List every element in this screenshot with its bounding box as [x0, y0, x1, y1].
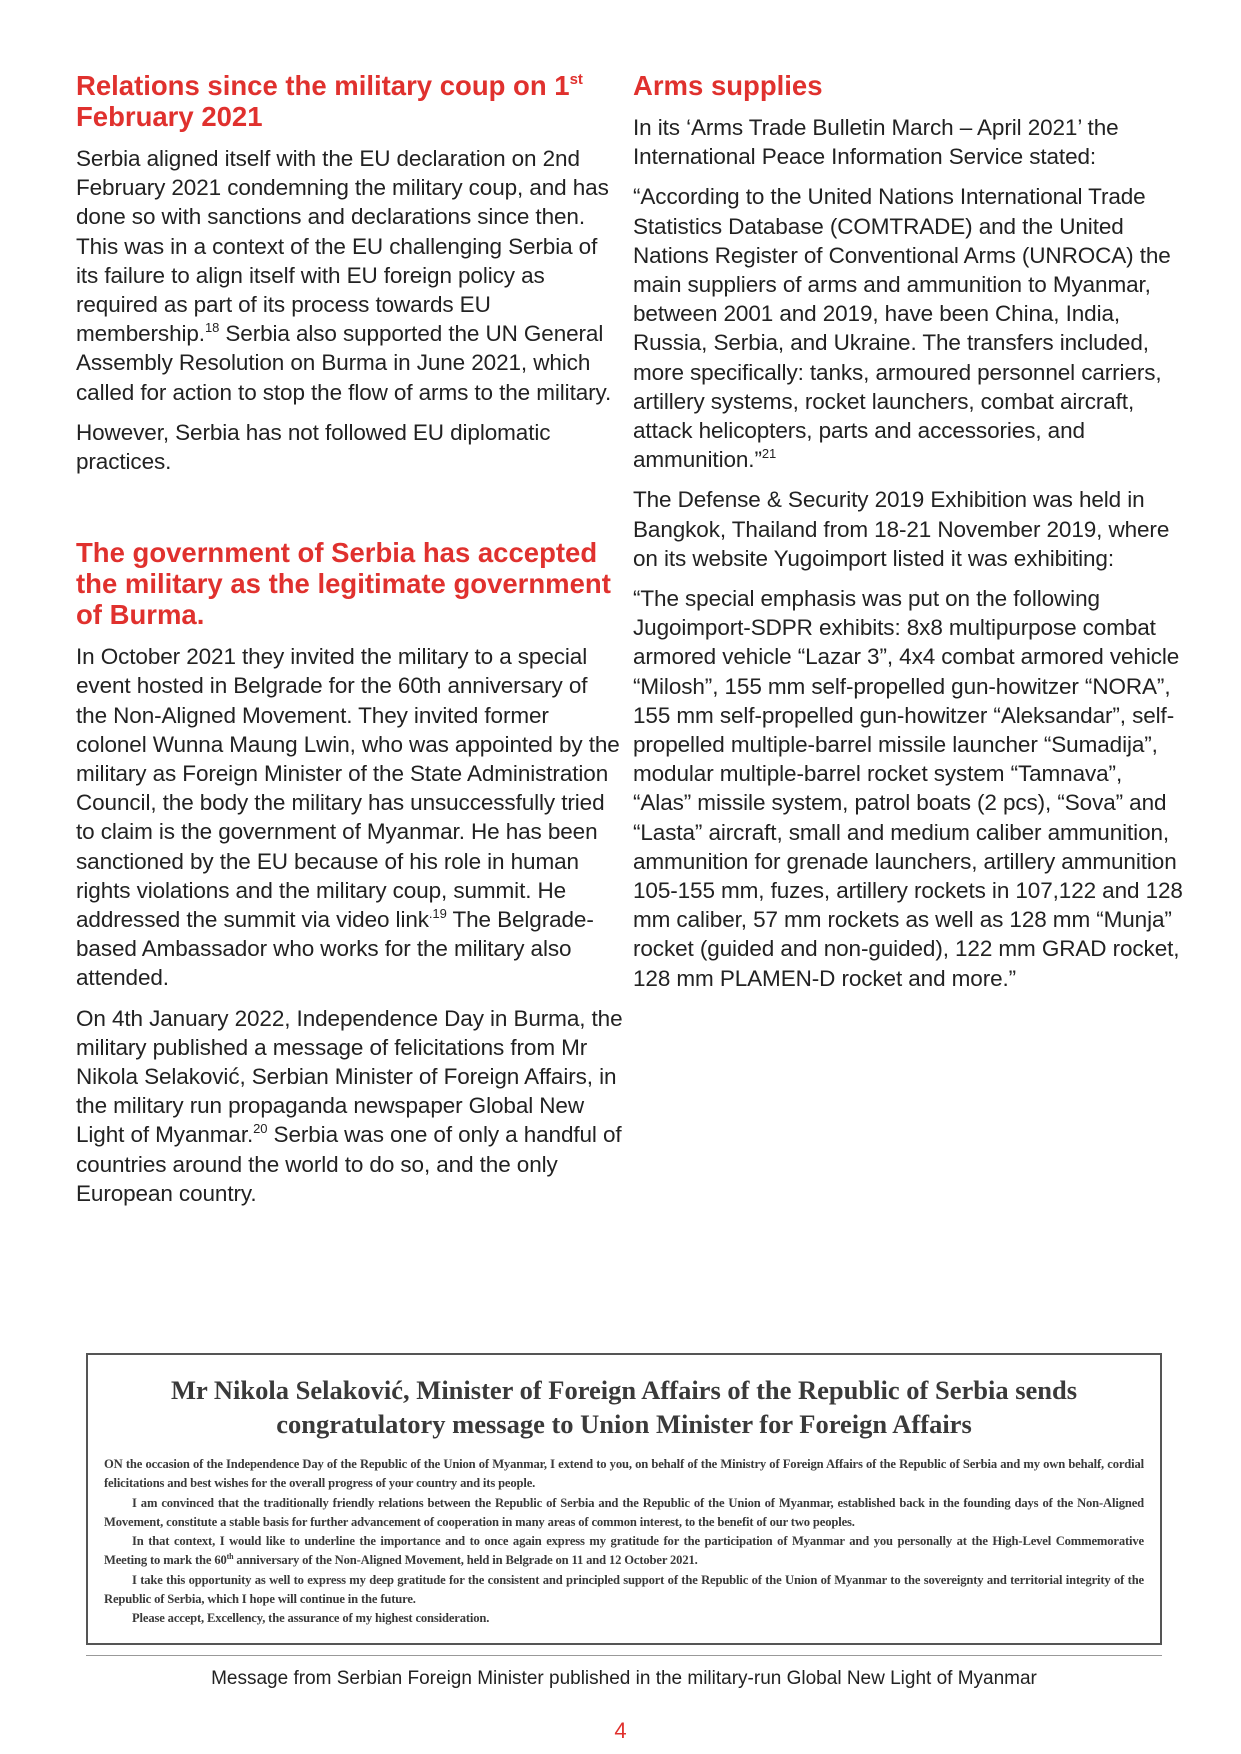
footnote-ref: .19 — [428, 906, 447, 922]
paragraph-independence-day: On 4th January 2022, Independence Day in Burma, the military published a message of felicitations from Mr Nikola Selaković, Serbian Minister of Foreign Affairs, in the military run propaganda newspaper Global New Light of Myanmar.$^{20}$ Serbia was one of only a handful of countries around the world to do so, and the only European country. — [76, 1005, 623, 1206]
newspaper-clipping — [86, 1353, 1162, 1645]
paragraph-exhibition: The Defense & Security 2019 Exhibition was held in Bangkok, Thailand from 18-21 November 2019, where on its website Yugoimport listed it was exhibiting: — [633, 487, 1170, 571]
paragraph-eu-alignment: Serbia aligned itself with the EU declaration on 2nd February 2021 condemning the military coup, and has done so with sanctions and declarations since then. This was in a context of the EU challenging Serbia of its failure to align itself with EU foreign policy as required as part of its process towards EU membership.$^{18}$ Serbia also supported the UN General Assembly Resolution on Burma in June 2021, which called for action to stop the flow of arms to the military. — [76, 146, 612, 405]
right-column — [633, 70, 1185, 1004]
clipping-paragraph: I take this opportunity as well to express my deep gratitude for the consistent and principled support of the Republic of the Union of Myanmar to the sovereignty and territorial integrity of the Republic of Serbia, which I hope will continue in the future. — [104, 1572, 1144, 1607]
paragraph-nam-event: In October 2021 they invited the military to a special event hosted in Belgrade for the 60th anniversary of the Non-Aligned Movement. They invited former colonel Wunna Maung Lwin, who was appointed by the military as Foreign Minister of the State Administration Council, the body the military has unsuccessfully tried to claim is the government of Myanmar. He has been sanctioned by the EU because of his role in human rights violations and the military coup, summit. He addressed the summit via video link$^{.19}$ The Belgrade-based Ambassador who works for the military also attended. — [76, 644, 620, 991]
clipping-paragraph: ON the occasion of the Independence Day of the Republic of the Union of Myanmar, I extend to you, on behalf of the Ministry of Foreign Affairs of the Republic of Serbia and my own behalf, cordial felicitations and best wishes for the overall progress of your country and its people. — [104, 1457, 1144, 1491]
footnote-ref: 18 — [204, 320, 220, 336]
paragraph-diplomatic-practices: However, Serbia has not followed EU diplomatic practices. — [76, 419, 551, 475]
section-heading-legitimate-government: The government of Serbia has accepted the military as the legitimate government of Burma. — [76, 537, 611, 631]
quote-yugoimport-exhibits: “The special emphasis was put on the following Jugoimport-SDPR exhibits: 8x8 multipurpose combat armored vehicle “Lazar 3”, 4x4 combat armored vehicle “Milosh”, 155 mm self-propelled gun-howitzer “NORA”, 155 mm self-propelled gun-howitzer “Aleksandar”, self-propelled multiple-barrel missile launcher “Sumadija”, modular multiple-barrel rocket system “Tamnava”, “Alas” missile system, patrol boats (2 pcs), “Sova” and “Lasta” aircraft, small and medium caliber ammunition, ammunition for grenade launchers, artillery ammunition 105-155 mm, fuzes, artillery rockets in 107,122 and 128 mm caliber, 57 mm rockets as well as 128 mm “Munja” rocket (guided and non-guided), 122 mm GRAD rocket, 128 mm PLAMEN-D rocket and more.” — [633, 586, 1183, 991]
quote-comtrade: “According to the United Nations International Trade Statistics Database (COMTRADE) and the United Nations Register of Conventional Arms (UNROCA) the main suppliers of arms and ammunition to Myanmar, between 2001 and 2019, have been China, India, Russia, Serbia, and Ukraine. The transfers included, more specifically: tanks, armoured personnel carriers, artillery systems, rocket launchers, combat aircraft, attack helicopters, parts and accessories, and ammunition.”$^{21}$ — [633, 184, 1171, 473]
footnote-ref: 20 — [253, 1121, 268, 1137]
section-heading-relations: Relations since the military coup on 1st February 2021 — [76, 70, 583, 132]
figure-caption: Message from Serbian Foreign Minister published in the military-run Global New Light of Myanmar — [211, 1668, 1037, 1689]
left-column — [76, 70, 624, 1219]
clipping-headline: Mr Nikola Selaković, Minister of Foreign Affairs of the Republic of Serbia sends congratulatory message to Union Minister for Foreign Affairs — [170, 1375, 1078, 1439]
clipping-paragraph: In that context, I would like to underline the importance and to once again express my gratitude for the participation of Myanmar and you personally at the High-Level Commemorative Meeting to mark the 60th anniversary of the Non-Aligned Movement, held in Belgrade on 11 and 12 October 2021. — [104, 1534, 1144, 1568]
caption-divider — [86, 1655, 1162, 1656]
clipping-paragraph: I am convinced that the traditionally friendly relations between the Republic of Serbia and the Republic of the Union of Myanmar, established back in the founding days of the Non-Aligned Movement, constitute a stable basis for further advancement of cooperation in many areas of common interest, to the benefit of our two peoples. — [104, 1495, 1144, 1529]
paragraph-arms-bulletin: In its ‘Arms Trade Bulletin March – April 2021’ the International Peace Information Service stated: — [633, 115, 1119, 170]
section-heading-arms-supplies: Arms supplies — [633, 70, 823, 101]
page-number: 4 — [614, 1718, 627, 1743]
clipping-paragraph: Please accept, Excellency, the assurance of my highest consideration. — [132, 1611, 490, 1626]
footnote-ref: 21 — [761, 446, 777, 462]
